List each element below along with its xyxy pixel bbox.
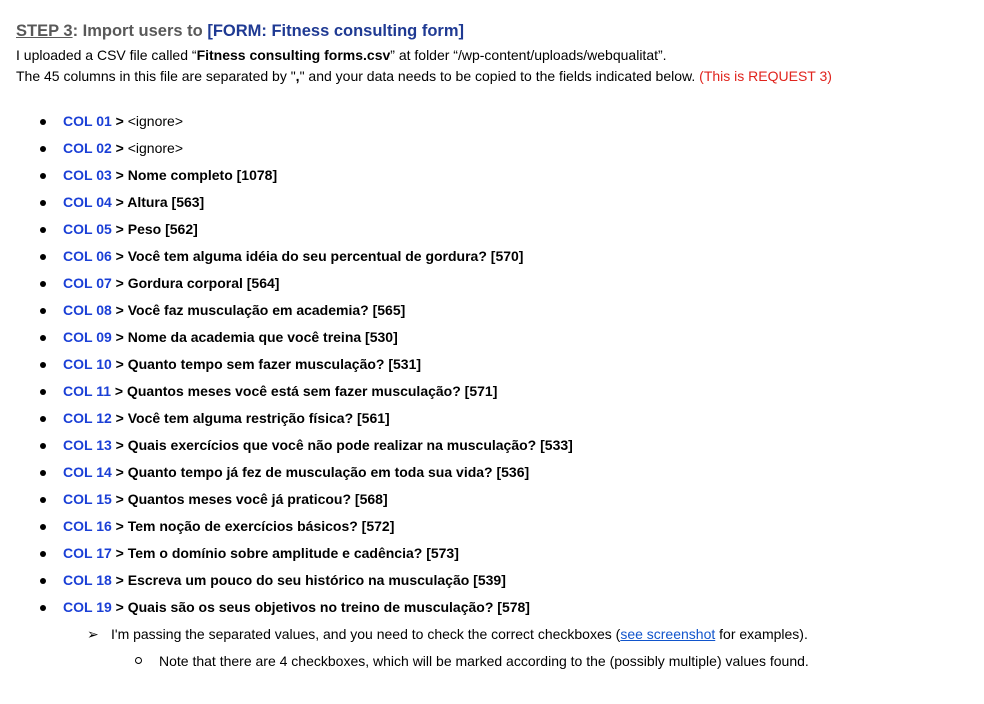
- bullet-icon: [40, 416, 46, 422]
- bullet-icon: [40, 281, 46, 287]
- column-number: COL 10: [63, 356, 112, 372]
- mapping-arrow: >: [111, 464, 128, 480]
- note-post: for examples).: [715, 626, 808, 642]
- mapping-arrow: >: [111, 329, 128, 345]
- list-item: [16, 191, 573, 218]
- mapping-arrow: >: [111, 572, 128, 588]
- list-item: [16, 137, 573, 164]
- bullet-icon: [40, 254, 46, 260]
- mapping-arrow: >: [111, 302, 128, 318]
- bullet-icon: [40, 335, 46, 341]
- mapping-arrow: >: [111, 599, 128, 615]
- column-number: COL 02: [63, 140, 112, 156]
- form-name: [FORM: Fitness consulting form]: [207, 22, 464, 40]
- target-field: Tem o domínio sobre amplitude e cadência? [573]: [127, 545, 459, 561]
- mapping-arrow: >: [111, 410, 128, 426]
- list-item: [16, 488, 573, 515]
- column-number: COL 05: [63, 221, 112, 237]
- bullet-icon: [40, 308, 46, 314]
- heading-separator: : Import users to: [72, 22, 208, 40]
- step-label: STEP 3: [16, 22, 73, 40]
- mapping-arrow: >: [111, 383, 127, 399]
- intro-line-1-pre: I uploaded a CSV file called “: [16, 47, 197, 63]
- list-item: [16, 380, 573, 407]
- bullet-icon: [40, 470, 46, 476]
- intro-line-2: [16, 67, 832, 85]
- column-number: COL 12: [63, 410, 112, 426]
- mapping-arrow: >: [111, 113, 128, 129]
- intro-line-1-post: ” at folder “/wp-content/uploads/webqualitat”.: [390, 47, 667, 63]
- mapping-arrow: >: [111, 518, 128, 534]
- bullet-icon: [40, 362, 46, 368]
- mapping-arrow: >: [111, 437, 128, 453]
- mapping-arrow: >: [111, 275, 128, 291]
- column-number: COL 01: [63, 113, 112, 129]
- arrow-bullet-icon: ➢: [87, 626, 99, 642]
- intro-line-2-post: " and your data needs to be copied to the fields indicated below.: [299, 68, 700, 84]
- bullet-icon: [40, 227, 46, 233]
- mapping-arrow: >: [111, 356, 128, 372]
- target-field: Quantos meses você está sem fazer musculação? [571]: [126, 383, 498, 399]
- target-field: Escreva um pouco do seu histórico na musculação [539]: [127, 572, 506, 588]
- mapping-arrow: >: [111, 140, 128, 156]
- bullet-icon: [40, 173, 46, 179]
- list-item: [16, 326, 573, 353]
- list-item: [16, 407, 573, 434]
- target-field: Quais exercícios que você não pode realizar na musculação? [533]: [127, 437, 573, 453]
- list-item: [16, 515, 573, 542]
- column-number: COL 11: [63, 383, 111, 399]
- target-field: Nome completo [1078]: [127, 167, 278, 183]
- list-item: [16, 110, 573, 137]
- target-field: Nome da academia que você treina [530]: [127, 329, 398, 345]
- circle-bullet-icon: [135, 657, 142, 664]
- list-item: [16, 596, 573, 623]
- bullet-icon: [40, 146, 46, 152]
- column-number: COL 18: [63, 572, 112, 588]
- separator-char: ,: [295, 68, 300, 84]
- column-number: COL 09: [63, 329, 112, 345]
- bullet-icon: [40, 578, 46, 584]
- csv-file-name: Fitness consulting forms.csv: [196, 47, 391, 63]
- bullet-icon: [40, 605, 46, 611]
- mapping-arrow: >: [111, 194, 128, 210]
- mapping-arrow: >: [111, 221, 128, 237]
- note-checkboxes: [87, 623, 808, 645]
- bullet-icon: [40, 119, 46, 125]
- list-item: [16, 461, 573, 488]
- note-checkbox-text: Note that there are 4 checkboxes, which will be marked according to the (possibly multiple) values found.: [159, 653, 809, 669]
- mapping-arrow: >: [111, 248, 128, 264]
- note-checkbox-count: [135, 650, 809, 672]
- column-number: COL 08: [63, 302, 112, 318]
- list-item: [16, 272, 573, 299]
- list-item: [16, 299, 573, 326]
- bullet-icon: [40, 389, 46, 395]
- column-number: COL 03: [63, 167, 112, 183]
- intro-line-1: [16, 46, 667, 64]
- bullet-icon: [40, 497, 46, 503]
- column-number: COL 04: [63, 194, 112, 210]
- bullet-icon: [40, 524, 46, 530]
- column-number: COL 13: [63, 437, 112, 453]
- target-field: Quanto tempo já fez de musculação em toda sua vida? [536]: [127, 464, 530, 480]
- column-number: COL 07: [63, 275, 112, 291]
- column-number: COL 15: [63, 491, 112, 507]
- target-field: Quantos meses você já praticou? [568]: [127, 491, 388, 507]
- target-field: Quanto tempo sem fazer musculação? [531]: [127, 356, 422, 372]
- list-item: [16, 218, 573, 245]
- target-field: Você tem alguma restrição física? [561]: [127, 410, 390, 426]
- bullet-icon: [40, 443, 46, 449]
- column-number: COL 14: [63, 464, 112, 480]
- target-field: Quais são os seus objetivos no treino de musculação? [578]: [127, 599, 530, 615]
- column-number: COL 17: [63, 545, 112, 561]
- step-heading: [16, 22, 464, 41]
- note-pre: I'm passing the separated values, and you need to check the correct checkboxes (: [111, 626, 621, 642]
- intro-line-2-pre: The 45 columns in this file are separated by ": [16, 68, 296, 84]
- target-field: Gordura corporal [564]: [127, 275, 280, 291]
- target-field: Tem noção de exercícios básicos? [572]: [127, 518, 395, 534]
- list-item: [16, 353, 573, 380]
- column-number: COL 16: [63, 518, 112, 534]
- list-item: [16, 569, 573, 596]
- see-screenshot-link[interactable]: see screenshot: [620, 626, 716, 642]
- list-item: [16, 245, 573, 272]
- mapping-arrow: >: [111, 491, 128, 507]
- bullet-icon: [40, 200, 46, 206]
- bullet-icon: [40, 551, 46, 557]
- column-mapping-list: [16, 110, 573, 623]
- mapping-arrow: >: [111, 167, 128, 183]
- target-field: Você faz musculação em academia? [565]: [127, 302, 406, 318]
- list-item: [16, 164, 573, 191]
- request-label: (This is REQUEST 3): [699, 68, 832, 84]
- target-field: Você tem alguma idéia do seu percentual de gordura? [570]: [127, 248, 524, 264]
- list-item: [16, 542, 573, 569]
- column-number: COL 06: [63, 248, 112, 264]
- list-item: [16, 434, 573, 461]
- target-field: Altura [563]: [127, 194, 205, 210]
- mapping-arrow: >: [111, 545, 128, 561]
- target-field: <ignore>: [127, 113, 184, 129]
- column-number: COL 19: [63, 599, 112, 615]
- target-field: <ignore>: [127, 140, 184, 156]
- target-field: Peso [562]: [127, 221, 198, 237]
